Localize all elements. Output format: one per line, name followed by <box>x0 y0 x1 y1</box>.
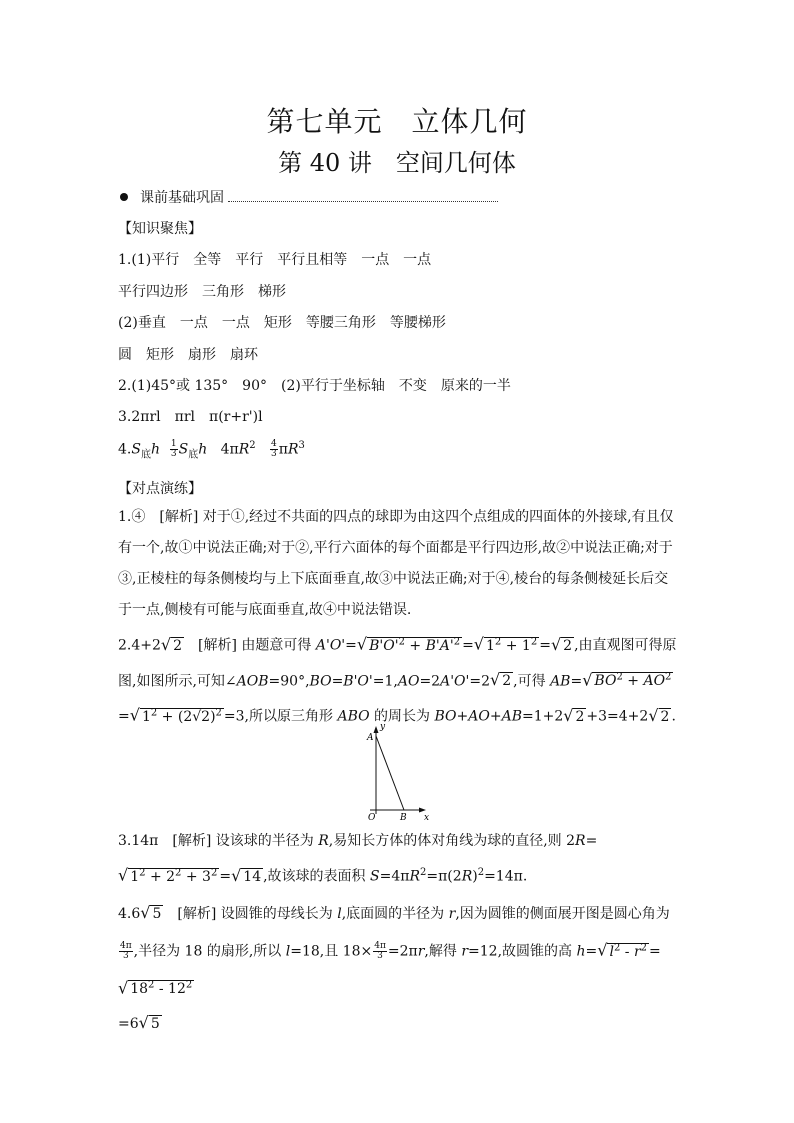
practice-header: 【对点演练】 <box>118 481 202 497</box>
point-o-label: O <box>368 813 376 822</box>
unit-title: 第七单元 立体几何 <box>266 105 528 138</box>
bullet-icon <box>120 193 128 201</box>
knowledge-header: 【知识聚焦】 <box>118 221 202 237</box>
practice-4: 4.6√ 5 [解析] 设圆锥的母线长为 l,底面圆的半径为 r,因为圆锥的侧面展开图是圆心角为 $\frac{4\pi}{3}$ ,半径为 18 的扇形,所以 l=18,且 18× $\frac{4\pi}{3}$ =2πr,解得 r=12,故圆锥的高 h=√ $l^2 - r^2$ =√ $18^2 - 12^2$ =6√ 5 <box>118 903 670 1033</box>
knowledge-1a: 1.(1)平行 全等 平行 平行且相等 一点 一点 <box>118 252 432 268</box>
knowledge-1c: (2)垂直 一点 一点 矩形 等腰三角形 等腰梯形 <box>118 315 446 331</box>
section-header <box>120 187 498 207</box>
practice-2: 2.4+2√ 2 [解析] 由题意可得 A'O'=√ $B'O'^2 + B'A'^2$ =√ $1^2 + 1^2$ =√ 2 ,由直观图可得原图,如图所示,可知∠AOB=90°,BO=B'O'=1,AO=2A'O'=2√ 2 ,可得 AB=√ $BO^2 + AO^2=√$ $1^2 + (2√2)^2 =3$,所以原三角形 ABO 的周长为 BO+AO+AB=1+2√ 2 +3=4+2√ 2 . <box>118 634 677 725</box>
section-label: 课前基础巩固 <box>140 190 224 206</box>
knowledge-2: 2.(1)45°或 135° 90° (2)平行于坐标轴 不变 原来的一半 <box>118 378 511 394</box>
point-a-label: A <box>367 733 374 743</box>
triangle-graph <box>360 722 440 822</box>
practice-3: 3.14π [解析] 设该球的半径为 R,易知长方体的体对角线为球的直径,则 2R=√ $1^2 + 2^2 + 3^2$ =√ 14 ,故该球的表面积 $S=4\pi R^2=\pi(2R)^2=14\pi$. <box>118 833 598 885</box>
knowledge-1d: 圆 矩形 扇形 扇环 <box>118 347 258 363</box>
point-b-label: B <box>400 813 407 822</box>
x-axis-label: x <box>424 813 430 822</box>
knowledge-3: 3.2πrl πrl π(r+r')l <box>118 409 263 425</box>
practice-1: 1.④ [解析] 对于①,经过不共面的四点的球即为由这四个点组成的四面体的外接球,有且仅有一个,故①中说法正确;对于②,平行六面体的每个面都是平行四边形,故②中说法正确;对于③,正棱柱的每条侧棱均与上下底面垂直,故③中说法正确;对于④,棱台的每条侧棱延长后交于一点,侧棱有可能与底面垂直,故④中说法错误. <box>118 509 674 618</box>
dotted-leader <box>228 192 498 202</box>
y-axis-label: y <box>380 722 386 732</box>
lecture-title: 第 40 讲 空间几何体 <box>278 149 516 177</box>
knowledge-4: $4.S_底h$ $\frac{1}{3}$ $S_底h$ $4\pi R^2$ $\frac{4}{3}$ $\pi R^3$ <box>118 439 305 461</box>
knowledge-1b: 平行四边形 三角形 梯形 <box>118 284 286 300</box>
